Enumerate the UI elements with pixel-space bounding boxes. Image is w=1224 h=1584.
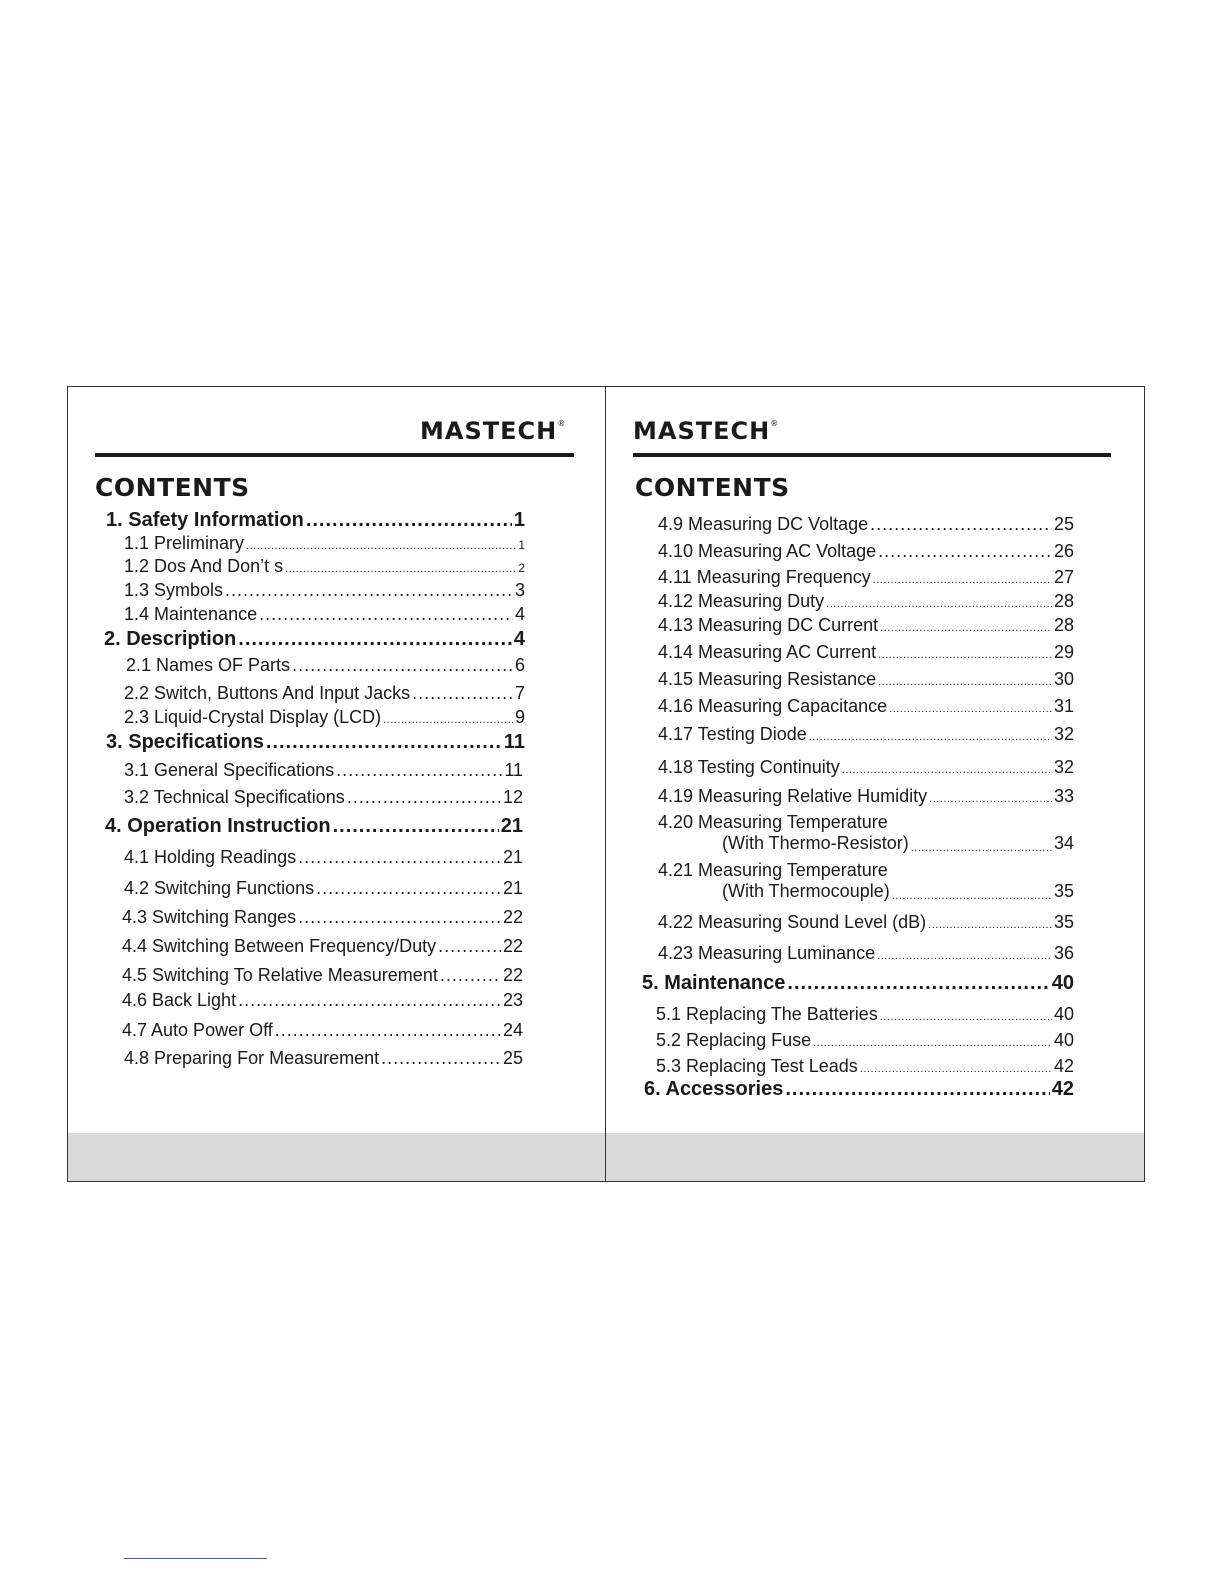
toc-entry[interactable]: 4.14 Measuring AC Current ..... 29 [658,642,1074,663]
toc-entry[interactable]: 1.1 Preliminary ..... 1 [124,533,525,554]
toc-entry[interactable]: 6. Accessories ..... 42 [644,1078,1074,1101]
toc-entry[interactable]: 4. Operation Instruction ..... 21 [105,815,523,838]
toc-entry[interactable]: 4.20 Measuring Temperature (With Thermo-Resistor) ..... 34 [658,812,1074,854]
footer-band [606,1133,1144,1181]
contents-heading: CONTENTS [635,473,790,502]
brand-logo: MASTECH® [633,417,780,445]
toc-entry[interactable]: 5.3 Replacing Test Leads ..... 42 [656,1056,1074,1077]
toc-entry[interactable]: 4.5 Switching To Relative Measurement ..... 22 [122,965,523,986]
toc-entry[interactable]: 1.2 Dos And Don’t s ..... 2 [124,556,525,577]
toc-entry[interactable]: 3. Specifications ..... 11 [106,731,525,754]
toc-entry[interactable]: 4.13 Measuring DC Current ..... 28 [658,615,1074,636]
toc-entry[interactable]: 2. Description ..... 4 [104,628,525,651]
toc-entry[interactable]: 4.4 Switching Between Frequency/Duty ..... 22 [122,936,523,957]
underline-mark [124,1558,267,1559]
toc-entry[interactable]: 4.7 Auto Power Off ..... 24 [122,1020,523,1041]
header-rule [95,453,574,457]
contents-heading: CONTENTS [95,473,250,502]
toc-entry[interactable]: 4.23 Measuring Luminance ..... 36 [658,943,1074,964]
toc-entry[interactable]: 4.1 Holding Readings ..... 21 [124,847,523,868]
toc-entry[interactable]: 4.11 Measuring Frequency ..... 27 [658,567,1074,588]
toc-entry[interactable]: 4.2 Switching Functions ..... 21 [124,878,523,899]
toc-entry[interactable]: 3.2 Technical Specifications ..... 12 [124,787,523,808]
toc-entry[interactable]: 4.12 Measuring Duty ..... 28 [658,591,1074,612]
toc-entry[interactable]: 2.3 Liquid-Crystal Display (LCD) ..... 9 [124,707,525,728]
toc-entry[interactable]: 4.21 Measuring Temperature (With Thermocouple) ..... 35 [658,860,1074,902]
toc-entry[interactable]: 4.6 Back Light ..... 23 [122,990,523,1011]
toc-entry[interactable]: 4.19 Measuring Relative Humidity ..... 33 [658,786,1074,807]
toc-entry[interactable]: 4.9 Measuring DC Voltage ..... 25 [658,514,1074,535]
footer-band [68,1133,605,1181]
toc-entry[interactable]: 2.2 Switch, Buttons And Input Jacks ..... 7 [124,683,525,704]
toc-entry[interactable]: 5.2 Replacing Fuse ..... 40 [656,1030,1074,1051]
toc-entry[interactable]: 5.1 Replacing The Batteries ..... 40 [656,1004,1074,1025]
toc-entry[interactable]: 4.17 Testing Diode ..... 32 [658,724,1074,745]
right-page [606,387,1144,1181]
toc-entry[interactable]: 4.18 Testing Continuity ..... 32 [658,757,1074,778]
toc-entry[interactable]: 4.22 Measuring Sound Level (dB) ..... 35 [658,912,1074,933]
manual-spread [67,386,1145,1182]
toc-entry[interactable]: 2.1 Names OF Parts ..... 6 [126,655,525,676]
toc-entry[interactable]: 3.1 General Specifications ..... 11 [124,760,523,781]
header-rule [633,453,1111,457]
toc-entry[interactable]: 4.8 Preparing For Measurement ..... 25 [124,1048,523,1069]
toc-entry[interactable]: 4.16 Measuring Capacitance ..... 31 [658,696,1074,717]
toc-entry[interactable]: 4.3 Switching Ranges ..... 22 [122,907,523,928]
left-page [68,387,606,1181]
toc-entry[interactable]: 1.3 Symbols ..... 3 [124,580,525,601]
toc-entry[interactable]: 4.15 Measuring Resistance ..... 30 [658,669,1074,690]
toc-entry[interactable]: 5. Maintenance ..... 40 [642,972,1074,995]
toc-entry[interactable]: 4.10 Measuring AC Voltage ..... 26 [658,541,1074,562]
toc-entry[interactable]: 1.4 Maintenance ..... 4 [124,604,525,625]
toc-entry[interactable]: 1. Safety Information ..... 1 [106,509,525,532]
brand-logo: MASTECH® [420,417,567,445]
